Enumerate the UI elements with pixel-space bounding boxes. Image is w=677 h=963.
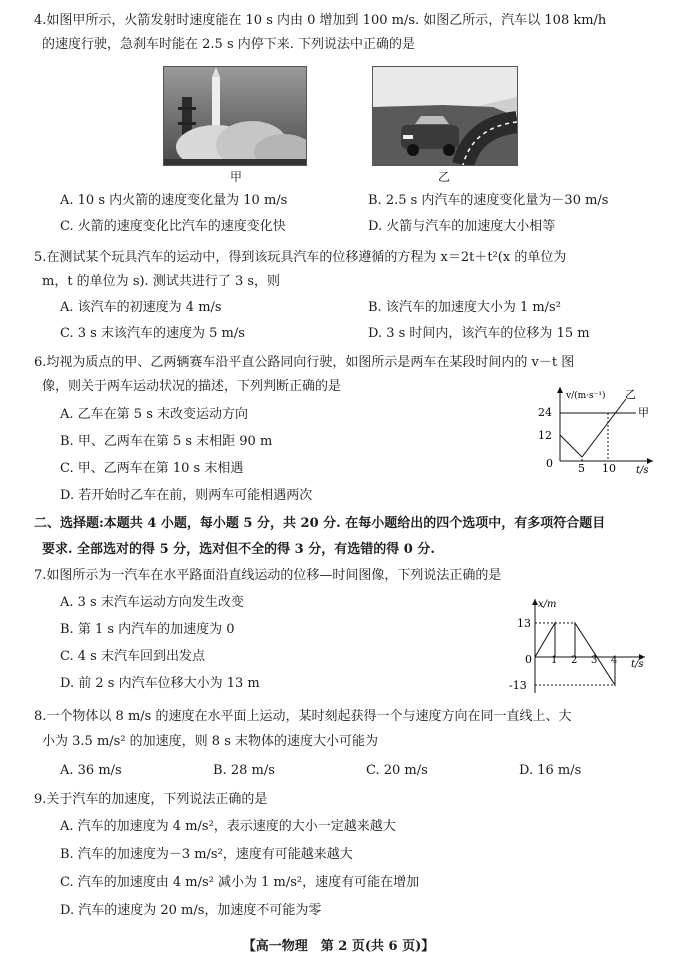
q7-option-c: C. 4 s 末汽车回到出发点	[60, 649, 205, 664]
q9-option-b: B. 汽车的加速度为－3 m/s²，速度有可能越来越大	[60, 847, 353, 862]
q4-option-a: A. 10 s 内火箭的速度变化量为 10 m/s	[60, 193, 288, 208]
q5-option-c: C. 3 s 末该汽车的速度为 5 m/s	[60, 326, 245, 341]
vt-tick-24: 24	[538, 406, 552, 419]
q4-option-b: B. 2.5 s 内汽车的速度变化量为－30 m/s	[368, 193, 609, 208]
photo-caption-jia: 甲	[230, 170, 243, 184]
q7-option-b: B. 第 1 s 内汽车的加速度为 0	[60, 622, 235, 637]
q8-stem-line2: 小为 3.5 m/s² 的加速度，则 8 s 末物体的速度大小可能为	[42, 734, 379, 749]
q5-option-b: B. 该汽车的加速度大小为 1 m/s²	[368, 300, 561, 315]
vt-label-jia: 甲	[638, 406, 649, 419]
vt-origin: 0	[546, 457, 553, 470]
q6-option-a: A. 乙车在第 5 s 末改变运动方向	[60, 407, 248, 422]
section2-heading-line1: 二、选择题:本题共 4 小题，每小题 5 分，共 20 分. 在每小题给出的四个选项中，有多项符合题目	[34, 516, 606, 531]
vt-label-yi: 乙	[625, 388, 636, 401]
photo-caption-yi: 乙	[438, 170, 451, 184]
vt-line-yi	[560, 399, 626, 457]
q9-option-a: A. 汽车的加速度为 4 m/s²，表示速度的大小一定越来越大	[60, 819, 396, 834]
vt-tick-5: 5	[578, 462, 585, 475]
xt-tick-13: 13	[517, 617, 531, 630]
xt-tick-3: 3	[591, 655, 598, 666]
xt-tick-neg13: -13	[509, 679, 527, 692]
q6-option-c: C. 甲、乙两车在第 10 s 末相遇	[60, 461, 244, 476]
vt-xlabel: t/s	[636, 465, 649, 475]
page-footer: 【高一物理 第 2 页(共 6 页)】	[242, 939, 435, 954]
q9-option-d: D. 汽车的速度为 20 m/s，加速度不可能为零	[60, 903, 322, 918]
q4-stem-line2: 的速度行驶，急刹车时能在 2.5 s 内停下来. 下列说法中正确的是	[42, 37, 416, 52]
vt-ylabel: v/(m·s⁻¹)	[566, 391, 606, 401]
q5-option-a: A. 该汽车的初速度为 4 m/s	[60, 300, 222, 315]
q5-option-d: D. 3 s 时间内，该汽车的位移为 15 m	[368, 326, 590, 341]
q5-stem-line2: m，t 的单位为 s). 测试共进行了 3 s，则	[42, 274, 281, 289]
q4-stem-line1: 4.如图甲所示，火箭发射时速度能在 10 s 内由 0 增加到 100 m/s. 如图乙所示，汽车以 108 km/h	[34, 13, 607, 28]
q7-option-a: A. 3 s 末汽车运动方向发生改变	[60, 595, 244, 610]
xt-tick-1: 1	[551, 655, 558, 666]
q9-option-c: C. 汽车的加速度由 4 m/s² 减小为 1 m/s²，速度有可能在增加	[60, 875, 420, 890]
xt-graph	[505, 595, 655, 695]
q7-option-d: D. 前 2 s 内汽车位移大小为 13 m	[60, 676, 260, 691]
q4-option-c: C. 火箭的速度变化比汽车的速度变化快	[60, 219, 286, 234]
q6-option-d: D. 若开始时乙车在前，则两车可能相遇两次	[60, 488, 313, 503]
xt-segment-1	[535, 623, 555, 657]
q4-option-d: D. 火箭与汽车的加速度大小相等	[368, 219, 556, 234]
vt-tick-12: 12	[538, 429, 552, 442]
rocket-photo	[163, 66, 307, 166]
q6-stem-line1: 6.均视为质点的甲、乙两辆赛车沿平直公路同向行驶，如图所示是两车在某段时间内的 v－t 图	[34, 355, 575, 370]
q6-option-b: B. 甲、乙两车在第 5 s 末相距 90 m	[60, 434, 273, 449]
xt-origin: 0	[525, 653, 532, 666]
q8-option-b: B. 28 m/s	[213, 763, 275, 778]
q5-stem-line1: 5.在测试某个玩具汽车的运动中，得到该玩具汽车的位移遵循的方程为 x＝2t＋t²(x 的单位为	[34, 250, 567, 265]
vt-graph	[528, 385, 658, 475]
car-photo	[372, 66, 518, 166]
xt-tick-2: 2	[571, 655, 578, 666]
q8-option-d: D. 16 m/s	[519, 763, 582, 778]
q8-stem-line1: 8.一个物体以 8 m/s 的速度在水平面上运动，某时刻起获得一个与速度方向在同一直线上、大	[34, 709, 572, 724]
xt-tick-4: 4	[611, 655, 618, 666]
xt-xlabel: t/s	[631, 659, 644, 670]
q9-stem: 9.关于汽车的加速度，下列说法正确的是	[34, 792, 268, 807]
vt-tick-10: 10	[602, 462, 616, 475]
q6-stem-line2: 像，则关于两车运动状况的描述，下列判断正确的是	[42, 379, 342, 394]
q8-option-c: C. 20 m/s	[366, 763, 428, 778]
q7-stem: 7.如图所示为一汽车在水平路面沿直线运动的位移—时间图像，下列说法正确的是	[34, 568, 502, 583]
section2-heading-line2: 要求. 全部选对的得 5 分，选对但不全的得 3 分，有选错的得 0 分.	[42, 542, 435, 557]
q8-option-a: A. 36 m/s	[60, 763, 122, 778]
xt-ylabel: x/m	[538, 599, 557, 610]
